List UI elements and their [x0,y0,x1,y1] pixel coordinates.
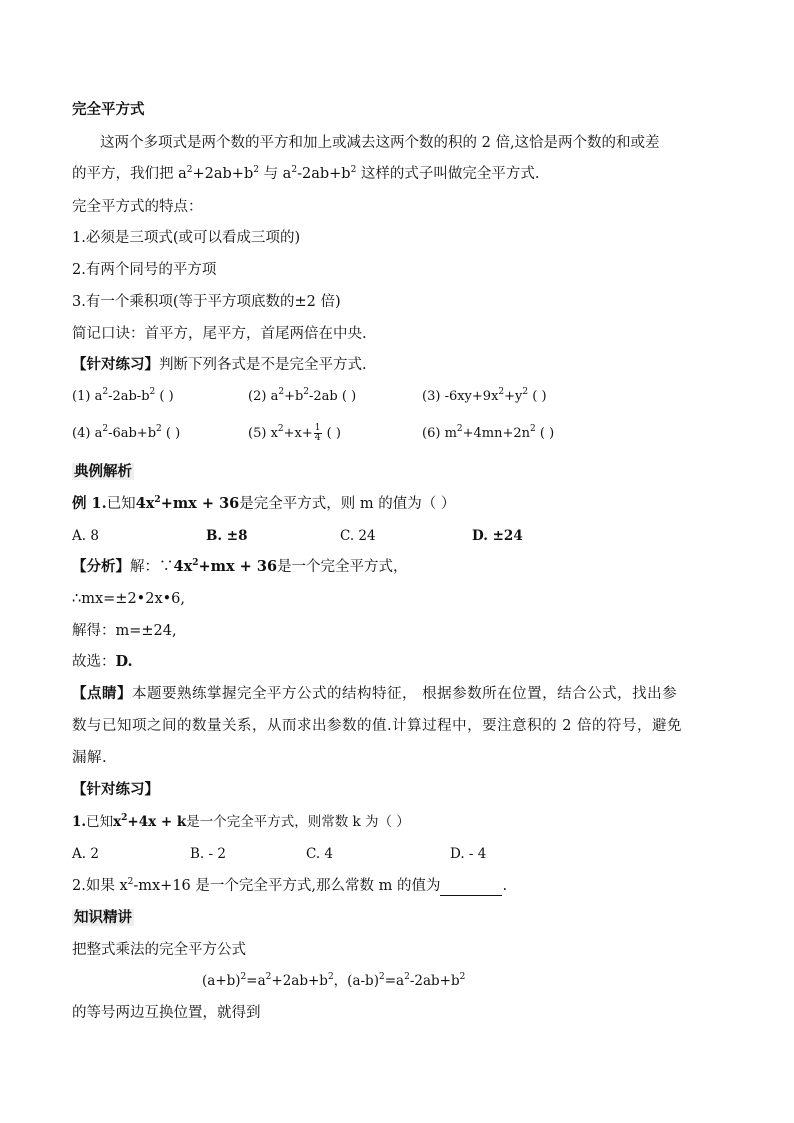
option-a: A. 8 [72,528,99,544]
item-2: (2) $a^2+b^2-2ab$ ( ) [248,387,357,404]
tip-line-2: 数与已知项之间的数量关系，从而求出参数的值.计算过程中，要注意积的 2 倍的符号，避免 [72,718,683,734]
section-title: 完全平方式 [72,101,145,118]
option-c: C. 24 [340,528,376,544]
item-5: (5) $x^2+x+$ $\frac{1}{4}$ ( ) [248,423,341,443]
item-1: (1) $a^2-2ab-b^2$ ( ) [72,387,174,404]
solution-step-2: 解得：m=±24, [72,623,177,639]
features-title: 完全平方式的特点： [72,199,203,215]
tip-line-1: 【点睛】本题要熟练掌握完全平方公式的结构特征， 根据参数所在位置，结合公式，找出参 [72,685,678,702]
item-3: (3) $-6xy+9x^2+y^2$ ( ) [422,387,547,404]
question-2: 2.如果 $x^2-mx+16$ 是一个完全平方式,那么常数 m 的值为 . [72,877,508,894]
solution-step-1: ∴mx=±2•2x•6, [72,591,186,607]
example-heading: 典例解析 [74,463,132,480]
example-1-question: 例 1.已知$4x^2+mx + 36$是完全平方式，则 m 的值为（ ） [72,495,456,512]
option-b: B. ±8 [206,528,248,544]
q1-option-a: A. 2 [72,846,99,862]
practice-2-heading: 【针对练习】 [72,781,159,798]
solution-step-3: 故选：D. [72,653,133,670]
swap-text: 的等号两边互换位置，就得到 [72,1005,261,1021]
practice-1-heading: 【针对练习】判断下列各式是不是完全平方式. [72,356,367,373]
q1-option-d: D. - 4 [450,846,487,862]
tip-line-3: 漏解. [72,750,108,766]
option-d: D. ±24 [472,528,523,544]
paragraph-line-2: 的平方，我们把 $a^2+2ab+b^2$ 与 $a^2-2ab+b^2$ 这样的式子叫做完全平方式. [72,165,540,182]
mnemonic: 简记口诀：首平方，尾平方，首尾两倍在中央. [72,326,367,342]
answer-blank[interactable] [440,881,502,896]
q1-option-b: B. - 2 [190,846,226,862]
fraction-one-quarter: $\frac{1}{4}$ [314,423,321,443]
item-4: (4) $a^2-6ab+b^2$ ( ) [72,424,181,441]
knowledge-text: 把整式乘法的完全平方公式 [72,942,246,958]
item-6: (6) $m^2+4mn+2n^2$ ( ) [422,424,555,441]
feature-2: 2.有两个同号的平方项 [72,262,217,278]
analysis-line: 【分析】解：$\because 4x^2+mx + 36$是一个完全平方式， [72,558,408,575]
q1-option-c: C. 4 [306,846,334,862]
paragraph-line-1: 这两个多项式是两个数的平方和加上或减去这两个数的积的 2 倍,这恰是两个数的和或差 [100,135,660,151]
feature-1: 1.必须是三项式(或可以看成三项的) [72,230,301,246]
knowledge-heading: 知识精讲 [74,909,132,926]
feature-3: 3.有一个乘积项(等于平方项底数的±2 倍) [72,294,341,310]
perfect-square-formula: $(a+b)^2=a^2+2ab+b^2$，$(a-b)^2=a^2-2ab+b^2$ [202,972,466,989]
question-1: 1.已知$x^2+4x + k$是一个完全平方式，则常数 k 为（ ） [72,813,410,830]
